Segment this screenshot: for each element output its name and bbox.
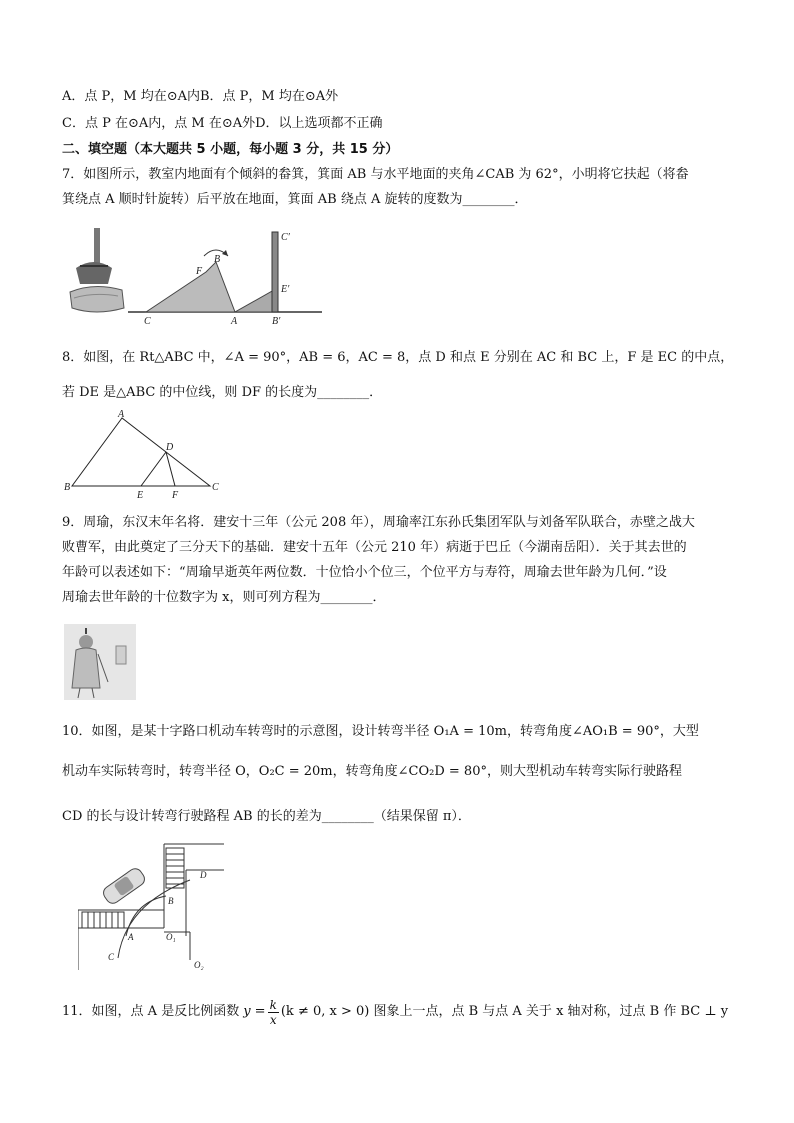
q6-option-d: D．以上选项都不正确 bbox=[255, 116, 383, 131]
q11-line1 bbox=[62, 992, 728, 1032]
q11-numerator: k bbox=[269, 997, 277, 1012]
label-F: F bbox=[172, 490, 179, 500]
label-F: F bbox=[196, 266, 203, 277]
label-A: A bbox=[128, 932, 134, 942]
q6-option-a: A．点 P，M 均在⊙A内 bbox=[62, 89, 200, 104]
q8-figure bbox=[62, 410, 232, 500]
car-icon bbox=[101, 866, 147, 906]
label-O1: O₁ bbox=[166, 932, 176, 942]
q8-line2: 若 DE 是△ABC 的中位线，则 DF 的长度为________． bbox=[62, 385, 383, 400]
segment-de bbox=[141, 452, 166, 486]
q10-line1: 10．如图，是某十字路口机动车转弯时的示意图，设计转弯半径 O₁A = 10m，转弯角度∠AO₁B = 90°，大型 bbox=[62, 724, 699, 739]
arrow-head bbox=[222, 250, 228, 256]
label-B: B bbox=[168, 896, 174, 906]
q6-options-row1 bbox=[62, 88, 338, 106]
q11-prefix: 11．如图，点 A 是反比例函数 bbox=[62, 1004, 240, 1019]
q10-line2: 机动车实际转弯时，转弯半径 O，O₂C = 20m，转弯角度∠CO₂D = 80°，则大型机动车转弯实际行驶路程 bbox=[62, 764, 682, 779]
label-B-prime: B′ bbox=[272, 316, 281, 326]
q6-options-row2 bbox=[62, 115, 383, 133]
q11-y-equals: y = bbox=[243, 1004, 266, 1019]
label-E: E bbox=[137, 490, 144, 500]
q8-line1: 8．如图，在 Rt△ABC 中，∠A = 90°，AB = 6，AC = 8，点 D 和点 E 分别在 AC 和 BC 上，F 是 EC 的中点， bbox=[62, 350, 734, 365]
q7-diagram bbox=[124, 226, 324, 326]
q7-line2: 箕绕点 A 顺时针旋转）后平放在地面，箕面 AB 绕点 A 旋转的度数为________． bbox=[62, 192, 528, 207]
q9-line2: 败曹军，由此奠定了三分天下的基础．建安十五年（公元 210 年）病逝于巴丘（今湖南岳阳）．关于其去世的 bbox=[62, 540, 687, 555]
label-D: D bbox=[200, 870, 207, 880]
q10-line3: CD 的长与设计转弯行驶路程 AB 的长的差为________（结果保留 π）． bbox=[62, 809, 471, 824]
upright-dustpan-side bbox=[235, 290, 274, 312]
label-D: D bbox=[166, 442, 174, 453]
q11-fraction bbox=[268, 998, 279, 1027]
label-C: C bbox=[212, 482, 219, 493]
label-O2: O₂ bbox=[194, 960, 204, 970]
upright-handle bbox=[272, 232, 278, 312]
label-B: B bbox=[214, 254, 221, 265]
label-C-prime: C′ bbox=[281, 232, 290, 243]
q9-line1: 9．周瑜，东汉末年名将．建安十三年（公元 208 年），周瑜率江东孙氏集团军队与刘备军队联合，赤壁之战大 bbox=[62, 515, 695, 530]
segment-df bbox=[166, 452, 175, 486]
q10-figure bbox=[78, 840, 228, 972]
dustpan-photo bbox=[70, 228, 124, 312]
q9-line4: 周瑜去世年龄的十位数字为 x，则可列方程为________． bbox=[62, 590, 386, 605]
q7-line1: 7．如图所示，教室内地面有个倾斜的畚箕，箕面 AB 与水平地面的夹角∠CAB 为 62°，小明将它扶起（将畚 bbox=[62, 167, 689, 182]
label-B: B bbox=[64, 482, 71, 493]
label-C: C bbox=[144, 316, 151, 326]
tilted-dustpan bbox=[146, 262, 235, 312]
zhou-yu-portrait bbox=[64, 624, 136, 700]
label-A: A bbox=[231, 316, 238, 326]
q11-suffix: (k ≠ 0, x > 0) 图象上一点，点 B 与点 A 关于 x 轴对称，过点 B 作 BC ⊥ y bbox=[280, 1004, 729, 1019]
zebra-crossing-left bbox=[82, 912, 124, 928]
section-title: 二、填空题（本大题共 5 小题，每小题 3 分，共 15 分） bbox=[62, 142, 399, 157]
label-A: A bbox=[118, 410, 125, 420]
q11-denominator: x bbox=[269, 1012, 277, 1027]
arc-ab bbox=[126, 896, 166, 936]
label-E-prime: E′ bbox=[281, 284, 290, 295]
q6-option-b: B．点 P，M 均在⊙A外 bbox=[200, 89, 339, 104]
zebra-crossing-top bbox=[166, 848, 184, 888]
q6-option-c: C．点 P 在⊙A内，点 M 在⊙A外 bbox=[62, 116, 256, 131]
q9-line3: 年龄可以表述如下：“周瑜早逝英年两位数．十位恰小个位三，个位平方与寿符，周瑜去世年龄为几何．”设 bbox=[62, 565, 667, 580]
label-C: C bbox=[108, 952, 115, 962]
triangle-abc bbox=[72, 418, 210, 486]
